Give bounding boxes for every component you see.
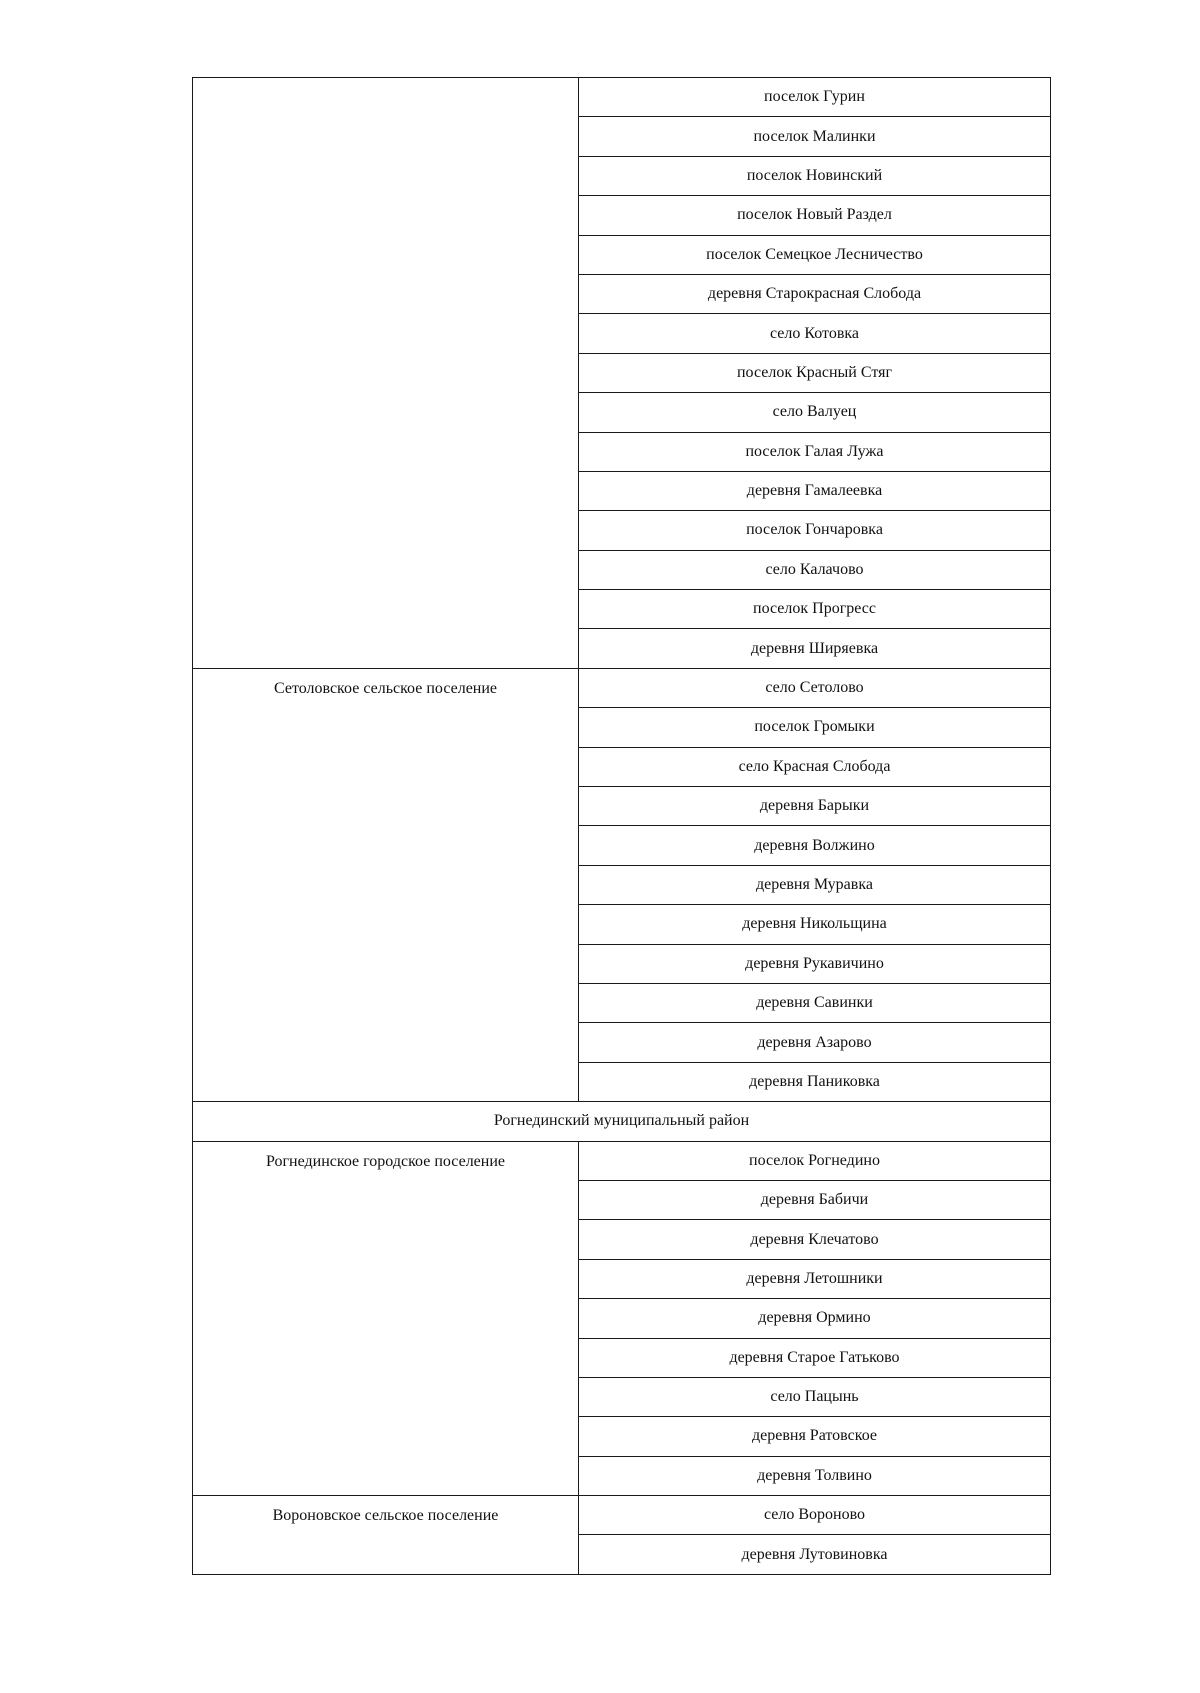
settlement-name: село Сетолово (579, 668, 1051, 707)
settlement-name: село Котовка (579, 314, 1051, 353)
settlement-name: деревня Клечатово (579, 1220, 1051, 1259)
settlement-name: поселок Громыки (579, 708, 1051, 747)
settlement-name: деревня Паниковка (579, 1062, 1051, 1101)
table-row (193, 668, 1051, 707)
settlement-name: село Валуец (579, 393, 1051, 432)
settlement-name: деревня Бабичи (579, 1180, 1051, 1219)
settlement-name: деревня Волжино (579, 826, 1051, 865)
municipality-name: Сетоловское сельское поселение (193, 668, 579, 1101)
settlement-name: деревня Старое Гатьково (579, 1338, 1051, 1377)
settlement-name: деревня Никольщина (579, 905, 1051, 944)
settlement-name: поселок Прогресс (579, 590, 1051, 629)
table-row (193, 1496, 1051, 1535)
settlement-name: село Вороново (579, 1496, 1051, 1535)
settlement-name: поселок Галая Лужа (579, 432, 1051, 471)
table-row (193, 78, 1051, 117)
settlement-name: деревня Ширяевка (579, 629, 1051, 668)
settlement-name: поселок Семецкое Лесничество (579, 235, 1051, 274)
settlement-name: поселок Новый Раздел (579, 196, 1051, 235)
settlements-table-body (193, 78, 1051, 1575)
settlement-name: поселок Малинки (579, 117, 1051, 156)
district-row (193, 1102, 1051, 1141)
settlement-name: село Красная Слобода (579, 747, 1051, 786)
municipality-name: Рогнединское городское поселение (193, 1141, 579, 1496)
settlement-name: деревня Ормино (579, 1299, 1051, 1338)
settlement-name: деревня Барыки (579, 787, 1051, 826)
settlement-name: поселок Рогнедино (579, 1141, 1051, 1180)
settlement-name: поселок Красный Стяг (579, 353, 1051, 392)
settlement-name: деревня Рукавичино (579, 944, 1051, 983)
settlement-name: деревня Ратовское (579, 1417, 1051, 1456)
settlement-name: деревня Толвино (579, 1456, 1051, 1495)
settlement-name: поселок Гурин (579, 78, 1051, 117)
settlement-name: село Калачово (579, 550, 1051, 589)
settlement-name: деревня Гамалеевка (579, 471, 1051, 510)
municipality-name: Вороновское сельское поселение (193, 1496, 579, 1575)
settlement-name: деревня Лутовиновка (579, 1535, 1051, 1574)
table-row (193, 1141, 1051, 1180)
district-name: Рогнединский муниципальный район (193, 1102, 1051, 1141)
settlements-table (192, 77, 1051, 1575)
settlement-name: деревня Муравка (579, 865, 1051, 904)
settlement-name: поселок Гончаровка (579, 511, 1051, 550)
settlement-name: деревня Азарово (579, 1023, 1051, 1062)
settlement-name: деревня Летошники (579, 1259, 1051, 1298)
municipality-name (193, 78, 579, 669)
settlement-name: поселок Новинский (579, 156, 1051, 195)
settlement-name: деревня Савинки (579, 983, 1051, 1022)
settlement-name: село Пацынь (579, 1377, 1051, 1416)
settlement-name: деревня Старокрасная Слобода (579, 274, 1051, 313)
